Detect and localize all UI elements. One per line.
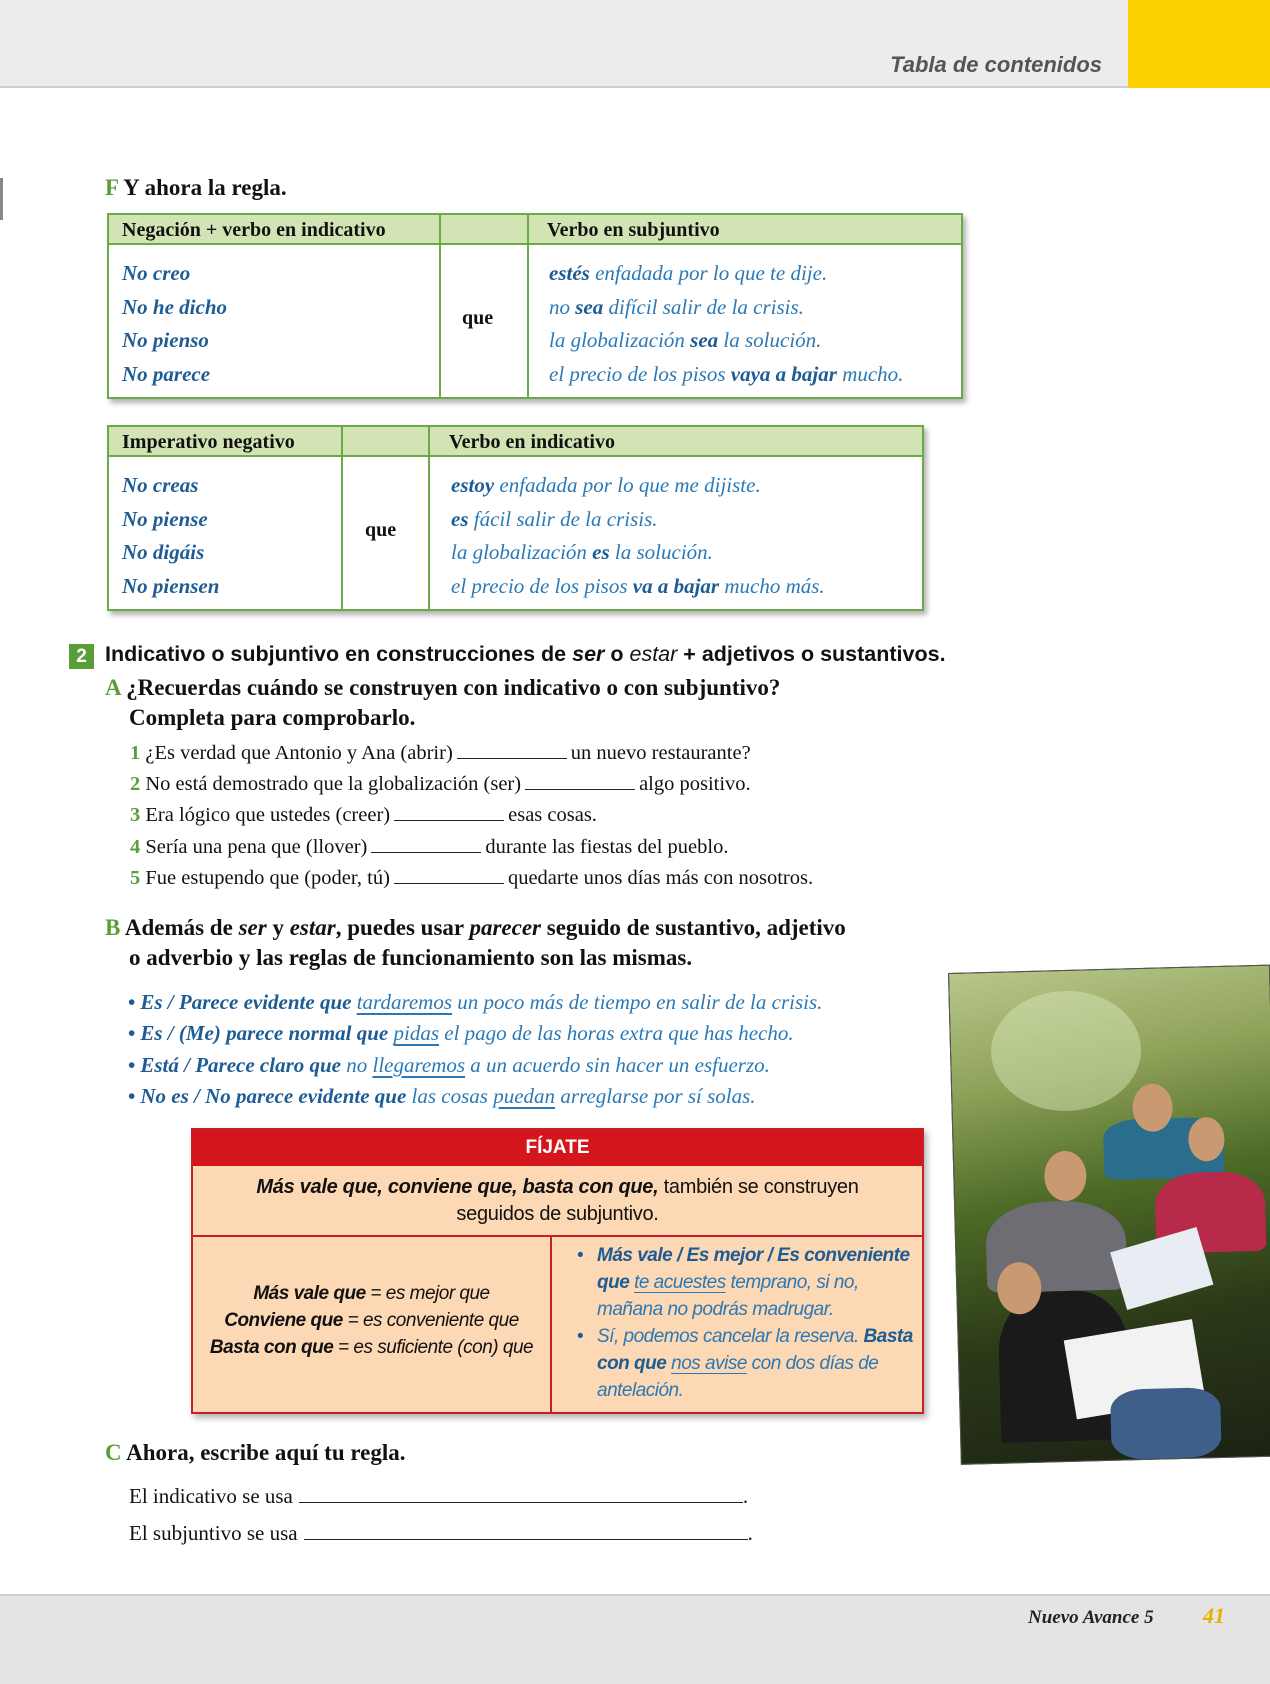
table-cell: no sea difícil salir de la crisis. bbox=[549, 294, 804, 319]
table-cell: No piensen bbox=[122, 573, 220, 598]
footer-book-title: Nuevo Avance 5 bbox=[1028, 1607, 1154, 1628]
bullet-icon: • bbox=[128, 1052, 136, 1077]
part-c-letter: C bbox=[105, 1440, 122, 1465]
fijate-example: • Sí, podemos cancelar la reserva. Basta con que nos avise con dos días de antelación. bbox=[577, 1323, 917, 1404]
fijate-divider bbox=[193, 1235, 922, 1237]
section-f-letter: F bbox=[105, 175, 119, 200]
table-header-cell: Verbo en subjuntivo bbox=[547, 219, 720, 241]
example-bullet: • Es / (Me) parece normal que pidas el pago de las horas extra que has hecho. bbox=[128, 1021, 794, 1046]
table-cell: No parece bbox=[122, 361, 211, 386]
table-column-subordinate bbox=[451, 469, 825, 603]
table-cell: No he dicho bbox=[122, 294, 227, 319]
fijate-title: FÍJATE bbox=[193, 1130, 922, 1166]
table-divider bbox=[341, 427, 343, 609]
example-bullet: • Está / Parece claro que no llegaremos a un acuerdo sin hacer un esfuerzo. bbox=[128, 1052, 770, 1077]
table-cell: No digáis bbox=[122, 540, 205, 564]
table-divider bbox=[527, 215, 529, 397]
example-bullet: • Es / Parece evidente que tardaremos un poco más de tiempo en salir de la crisis. bbox=[128, 990, 823, 1014]
part-a-question: ¿Recuerdas cuándo se construyen con indicativo o con subjuntivo? bbox=[126, 675, 781, 700]
table-column-main-clause bbox=[122, 469, 219, 603]
exercise-item: 4 Sería una pena que (llover) durante las fiestas del pueblo. bbox=[130, 835, 729, 858]
rule-table-subjunctive bbox=[107, 213, 963, 399]
answer-blank[interactable] bbox=[394, 803, 504, 821]
exercise-number-badge: 2 bbox=[69, 644, 94, 669]
margin-marker bbox=[0, 178, 3, 220]
table-cell: No pienso bbox=[122, 328, 209, 352]
part-a-instruction: Completa para comprobarlo. bbox=[129, 705, 416, 730]
table-header-cell: Imperativo negativo bbox=[122, 431, 295, 453]
section-f-heading bbox=[105, 173, 287, 203]
page-number: 41 bbox=[1203, 1603, 1225, 1628]
exercise-item: 1 ¿Es verdad que Antonio y Ana (abrir) un nuevo restaurante? bbox=[130, 742, 751, 764]
exercise-item: 2 No está demostrado que la globalización (ser) algo positivo. bbox=[130, 773, 751, 796]
table-connector: que bbox=[365, 519, 397, 541]
fijate-example: • Más vale / Es mejor / Es conveniente que te acuestes temprano, si no, mañana no podrás madrugar. bbox=[577, 1242, 917, 1323]
answer-blank[interactable] bbox=[525, 772, 635, 790]
fijate-divider bbox=[550, 1235, 552, 1412]
bullet-icon: • bbox=[577, 1245, 584, 1266]
answer-blank[interactable] bbox=[457, 741, 567, 759]
exercise-item: 5 Fue estupendo que (poder, tú) quedarte unos días más con nosotros. bbox=[130, 866, 814, 889]
write-rule-subjunctive-line[interactable] bbox=[304, 1522, 748, 1540]
write-rule-indicative-line[interactable] bbox=[299, 1485, 743, 1503]
table-divider bbox=[439, 215, 441, 397]
part-b-letter: B bbox=[105, 915, 121, 940]
table-cell: estés enfadada por lo que te dije. bbox=[549, 261, 828, 285]
table-cell: el precio de los pisos vaya a bajar mucho. bbox=[549, 361, 904, 386]
table-cell: No piense bbox=[122, 506, 208, 531]
exercise-title: Indicativo o subjuntivo en construcciones de ser o estar + adjetivos o sustantivos. bbox=[105, 642, 946, 666]
part-a-letter: A bbox=[105, 675, 121, 700]
table-connector: que bbox=[462, 307, 494, 329]
bullet-icon: • bbox=[128, 990, 136, 1014]
table-column-subordinate bbox=[549, 257, 903, 391]
fijate-equivalences: Más vale que = es mejor que Conviene que = es conveniente que Basta con que = es suficiente (con) que bbox=[209, 1283, 534, 1358]
table-divider bbox=[428, 427, 430, 609]
students-photo bbox=[948, 965, 1270, 1465]
fijate-note-box bbox=[191, 1128, 924, 1414]
bullet-icon: • bbox=[128, 1083, 136, 1108]
table-cell: No creo bbox=[122, 261, 191, 285]
fijate-examples bbox=[577, 1242, 917, 1404]
fijate-intro: Más vale que, conviene que, basta con que, también se construyen seguidos de subjuntivo. bbox=[256, 1176, 859, 1225]
bullet-icon: • bbox=[128, 1021, 136, 1046]
table-column-main-clause bbox=[122, 257, 227, 391]
exercise-item: 3 Era lógico que ustedes (creer) esas cosas. bbox=[130, 804, 597, 827]
fill-in-exercise-list bbox=[130, 738, 813, 894]
header-yellow-tab bbox=[1128, 0, 1270, 88]
rule-writing-area: El indicativo se usa . El subjuntivo se usa . bbox=[129, 1484, 753, 1545]
example-bullet-list bbox=[128, 987, 822, 1112]
table-cell: No creas bbox=[122, 473, 199, 497]
section-f-title: Y ahora la regla. bbox=[123, 175, 287, 200]
table-cell: la globalización es la solución. bbox=[451, 540, 713, 564]
header-title[interactable]: Tabla de contenidos bbox=[890, 52, 1102, 77]
table-header-cell: Negación + verbo en indicativo bbox=[122, 219, 386, 241]
bullet-icon: • bbox=[577, 1326, 584, 1347]
answer-blank[interactable] bbox=[371, 835, 481, 853]
table-cell: el precio de los pisos va a bajar mucho más. bbox=[451, 573, 825, 598]
table-cell: la globalización sea la solución. bbox=[549, 328, 822, 352]
table-cell: es fácil salir de la crisis. bbox=[451, 506, 658, 531]
part-a-heading bbox=[105, 673, 780, 733]
table-cell: estoy enfadada por lo que me dijiste. bbox=[451, 473, 761, 497]
answer-blank[interactable] bbox=[394, 866, 504, 884]
table-header-cell: Verbo en indicativo bbox=[449, 431, 615, 453]
example-bullet: • No es / No parece evidente que las cosas puedan arreglarse por sí solas. bbox=[128, 1083, 756, 1108]
part-b-heading: B Además de ser y estar, puedes usar parecer seguido de sustantivo, adjetivo o adverbio y las reglas de funcionamiento son las mismas. bbox=[105, 915, 846, 970]
part-c-heading: C Ahora, escribe aquí tu regla. bbox=[105, 1440, 406, 1465]
rule-table-indicative bbox=[107, 425, 924, 611]
